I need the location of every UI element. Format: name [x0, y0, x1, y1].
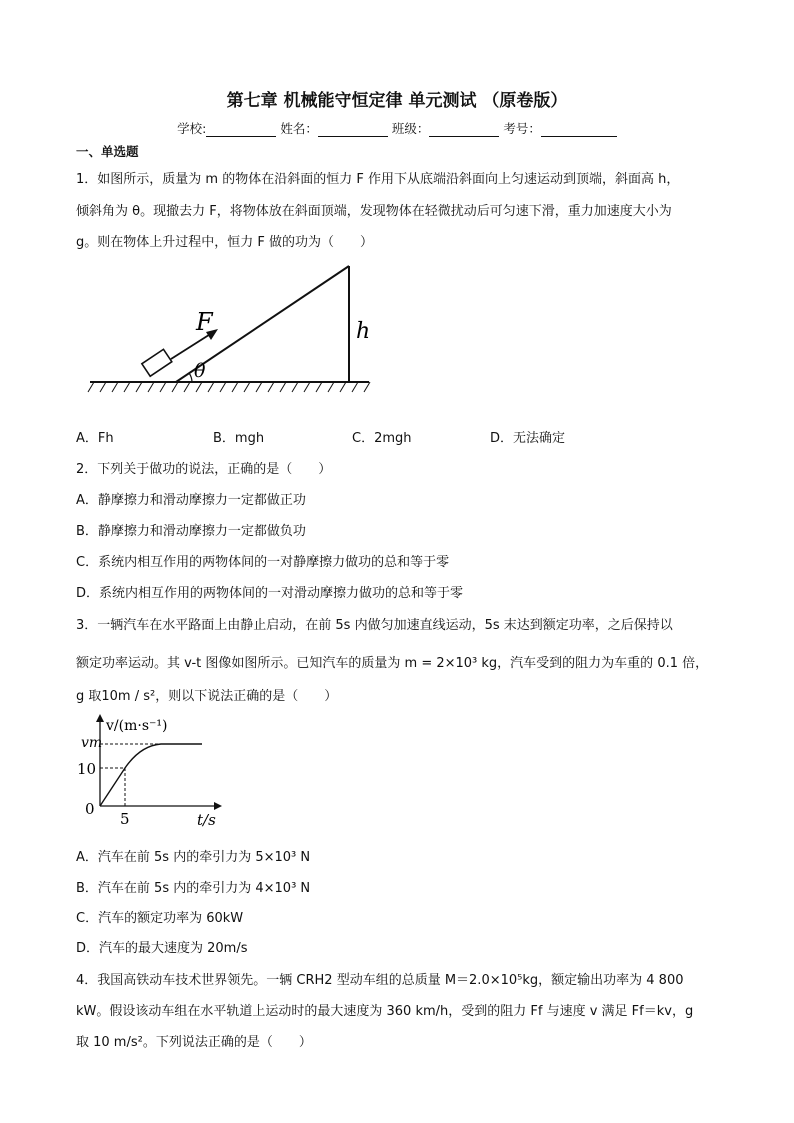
block — [142, 349, 172, 376]
y-tick-10: 10 — [77, 760, 97, 778]
school-blank[interactable] — [206, 122, 276, 137]
name-label: 姓名： — [280, 121, 318, 136]
page-title: 第七章 机械能守恒定律 单元测试 （原卷版） — [226, 91, 568, 111]
q1-option-b[interactable]: B．mgh — [213, 431, 265, 446]
q1-stem-line2: 倾斜角为 θ。现撤去力 F，将物体放在斜面顶端，发现物体在轻微扰动后可匀速下滑，重力加速度大小为 — [76, 204, 672, 219]
q1-stem-line3: g。则在物体上升过程中，恒力 F 做的功为（ ） — [76, 235, 373, 250]
id-blank[interactable] — [541, 122, 617, 137]
q2-option-b[interactable]: B．静摩擦力和滑动摩擦力一定都做负功 — [76, 524, 306, 539]
school-label: 学校: — [177, 121, 207, 136]
class-label: 班级： — [391, 121, 430, 136]
force-arrow — [171, 333, 212, 359]
vt-curve — [100, 744, 202, 806]
q3-option-a[interactable]: A．汽车在前 5s 内的牵引力为 5×10³ N — [76, 850, 311, 865]
x-tick-5: 5 — [120, 810, 130, 828]
x-axis-arrow — [214, 802, 222, 810]
id-label: 考号： — [503, 121, 541, 136]
angle-arc — [189, 373, 192, 382]
student-info-line — [0, 119, 794, 137]
ground-hatching — [88, 382, 370, 392]
q3-stem-line1: 3．一辆汽车在水平路面上由静止启动，在前 5s 内做匀加速直线运动，5s 末达到额定功率，之后保持以 — [76, 618, 673, 633]
origin-label: 0 — [85, 800, 95, 818]
angle-label: θ — [194, 360, 206, 382]
q1-option-d[interactable]: D．无法确定 — [490, 431, 566, 446]
q4-stem-line3: 取 10 m/s²。下列说法正确的是（ ） — [76, 1035, 312, 1050]
q3-stem-line2: 额定功率运动。其 v-t 图像如图所示。已知汽车的质量为 m = 2×10³ kg，汽车受到的阻力为车重的 0.1 倍， — [76, 656, 709, 671]
y-tick-vm: vm — [81, 735, 103, 751]
q4-stem-line1: 4．我国高铁动车技术世界领先。一辆 CRH2 型动车组的总质量 M＝2.0×10⁵kg，额定输出功率为 4 800 — [76, 973, 684, 988]
incline-figure — [84, 258, 384, 403]
q3-option-c[interactable]: C．汽车的额定功率为 60kW — [76, 911, 244, 926]
q1-option-c[interactable]: C．2mgh — [352, 431, 412, 446]
height-label: h — [356, 319, 371, 344]
q2-option-a[interactable]: A．静摩擦力和滑动摩擦力一定都做正功 — [76, 493, 306, 508]
y-axis-arrow — [96, 714, 104, 722]
q2-stem: 2．下列关于做功的说法，正确的是（ ） — [76, 462, 332, 477]
q3-stem-line3: g 取10m / s²，则以下说法正确的是（ ） — [76, 689, 338, 704]
name-blank[interactable] — [318, 122, 388, 137]
q1-option-a[interactable]: A．Fh — [76, 431, 114, 446]
q3-option-b[interactable]: B．汽车在前 5s 内的牵引力为 4×10³ N — [76, 881, 311, 896]
q4-stem-line2: kW。假设该动车组在水平轨道上运动时的最大速度为 360 km/h，受到的阻力 Ff 与速度 v 满足 Ff＝kv，g — [76, 1004, 694, 1019]
q2-option-d[interactable]: D．系统内相互作用的两物体间的一对滑动摩擦力做功的总和等于零 — [76, 586, 464, 601]
force-label: F — [196, 308, 213, 336]
section-title: 一、单选题 — [76, 144, 139, 159]
vt-chart — [76, 712, 236, 834]
y-axis-label: v/(m·s⁻¹) — [106, 718, 168, 734]
q1-stem-line1: 1．如图所示，质量为 m 的物体在沿斜面的恒力 F 作用下从底端沿斜面向上匀速运动到顶端，斜面高 h， — [76, 172, 680, 187]
q3-option-d[interactable]: D．汽车的最大速度为 20m/s — [76, 941, 248, 956]
q2-option-c[interactable]: C．系统内相互作用的两物体间的一对静摩擦力做功的总和等于零 — [76, 555, 450, 570]
x-axis-label: t/s — [197, 811, 216, 829]
class-blank[interactable] — [429, 122, 499, 137]
